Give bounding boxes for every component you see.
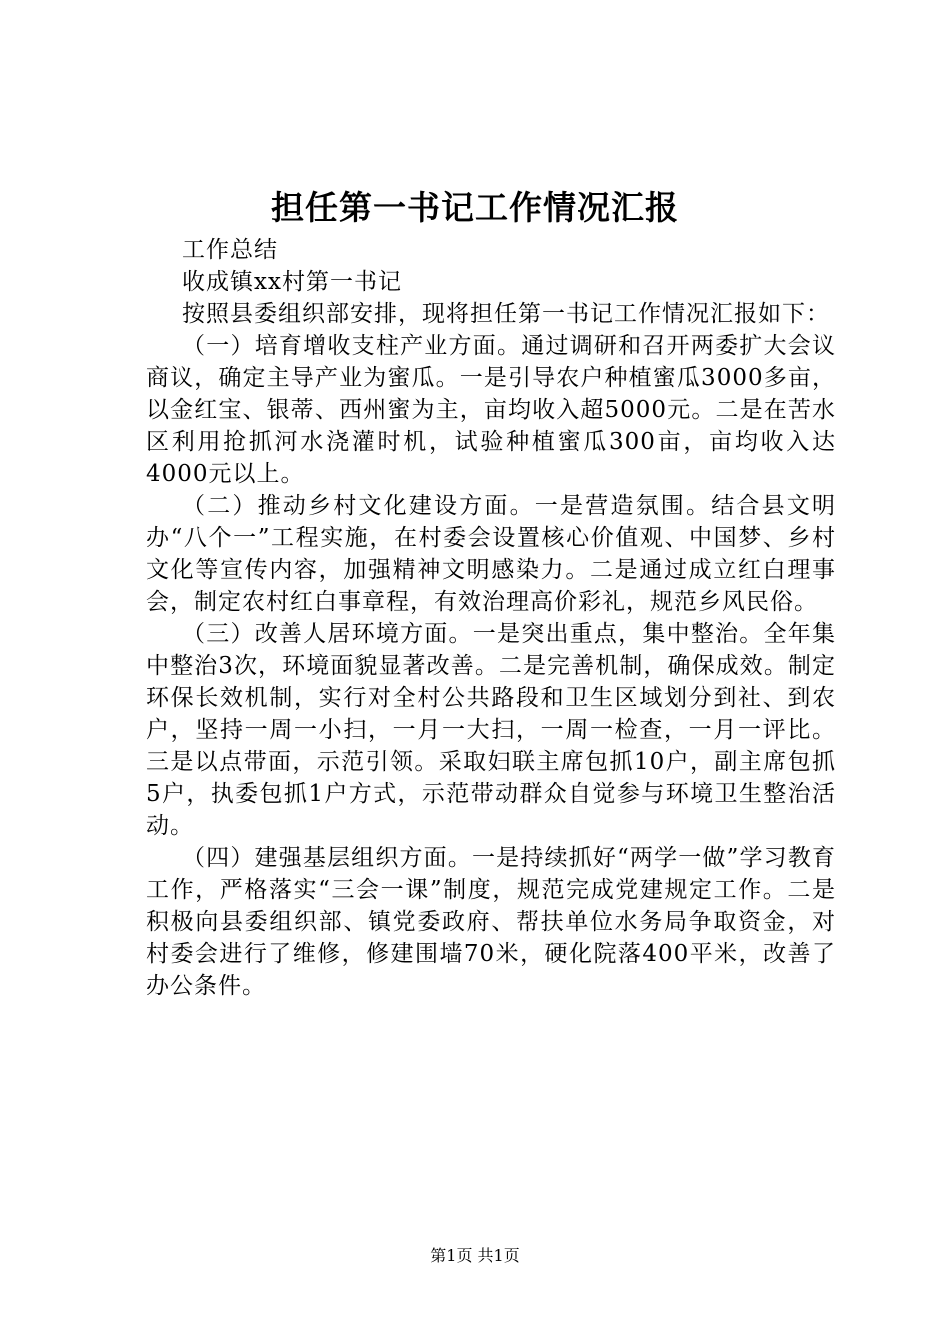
paragraph-industry: （一）培育增收支柱产业方面。通过调研和召开两委扩大会议商议，确定主导产业为蜜瓜。一是引导农户种植蜜瓜3000多亩，以金红宝、银蒂、西州蜜为主，亩均收入超5000元。二是在苦水区利用抢抓河水浇灌时机，试验种植蜜瓜300亩，亩均收入达4000元以上。 (146, 333, 836, 487)
paragraph-organization: （四）建强基层组织方面。一是持续抓好“两学一做”学习教育工作，严格落实“三会一课”制度，规范完成党建规定工作。二是积极向县委组织部、镇党委政府、帮扶单位水务局争取资金，对村委会进行了维修，修建围墙70米，硬化院落400平米，改善了办公条件。 (146, 845, 836, 999)
document-title: 担任第一书记工作情况汇报 (271, 188, 679, 227)
intro-paragraph: 按照县委组织部安排，现将担任第一书记工作情况汇报如下： (182, 301, 830, 327)
category-line: 工作总结 (182, 237, 278, 263)
page-footer: 第1页 共1页 (430, 1246, 520, 1265)
author-line: 收成镇xx村第一书记 (182, 269, 402, 295)
paragraph-environment: （三）改善人居环境方面。一是突出重点，集中整治。全年集中整治3次，环境面貌显著改善。二是完善机制，确保成效。制定环保长效机制，实行对全村公共路段和卫生区域划分到社、到农户，坚持一周一小扫，一月一大扫，一周一检查，一月一评比。三是以点带面，示范引领。采取妇联主席包抓10户，副主席包抓5户，执委包抓1户方式，示范带动群众自觉参与环境卫生整治活动。 (146, 621, 836, 839)
document-body (146, 234, 836, 1002)
paragraph-culture: （二）推动乡村文化建设方面。一是营造氛围。结合县文明办“八个一”工程实施，在村委会设置核心价值观、中国梦、乡村文化等宣传内容，加强精神文明感染力。二是通过成立红白理事会，制定农村红白事章程，有效治理高价彩礼，规范乡风民俗。 (146, 493, 836, 615)
